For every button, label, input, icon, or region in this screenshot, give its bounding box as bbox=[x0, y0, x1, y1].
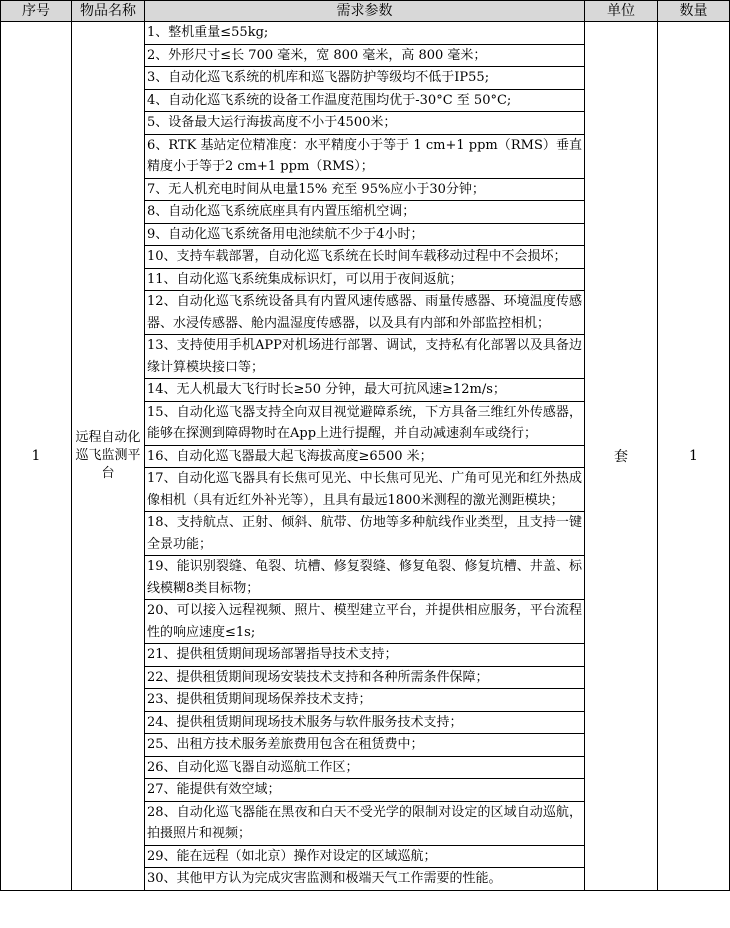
requirement-item: 15、自动化巡飞器支持全向双目视觉避障系统，下方具备三维红外传感器，能够在探测到障碍物时在App上进行提醒，并自动减速刹车或绕行； bbox=[145, 402, 584, 446]
requirement-item: 25、出租方技术服务差旅费用包含在租赁费中； bbox=[145, 734, 584, 757]
row-quantity: 1 bbox=[658, 22, 730, 891]
row-unit: 套 bbox=[585, 22, 658, 891]
requirement-item: 8、自动化巡飞系统底座具有内置压缩机空调； bbox=[145, 201, 584, 224]
requirement-item: 22、提供租赁期间现场安装技术支持和各种所需条件保障； bbox=[145, 667, 584, 690]
requirement-item: 1、整机重量≤55kg; bbox=[145, 22, 584, 45]
requirement-item: 16、自动化巡飞器最大起飞海拔高度≥6500 米； bbox=[145, 446, 584, 469]
requirement-item: 24、提供租赁期间现场技术服务与软件服务技术支持； bbox=[145, 712, 584, 735]
requirement-item: 11、自动化巡飞系统集成标识灯，可以用于夜间返航； bbox=[145, 269, 584, 292]
header-requirements: 需求参数 bbox=[145, 1, 585, 22]
requirement-item: 30、其他甲方认为完成灾害监测和极端天气工作需要的性能。 bbox=[147, 871, 502, 886]
requirement-item: 5、设备最大运行海拔高度不小于4500米； bbox=[145, 112, 584, 135]
requirement-item: 18、支持航点、正射、倾斜、航带、仿地等多种航线作业类型，且支持一键全景功能； bbox=[145, 512, 584, 556]
header-index: 序号 bbox=[1, 1, 72, 22]
requirement-item: 7、无人机充电时间从电量15% 充至 95%应小于30分钟； bbox=[145, 179, 584, 202]
requirement-item: 21、提供租赁期间现场部署指导技术支持； bbox=[145, 644, 584, 667]
requirement-item: 20、可以接入远程视频、照片、模型建立平台，并提供相应服务，平台流程性的响应速度≤1s; bbox=[145, 600, 584, 644]
requirement-item: 9、自动化巡飞系统备用电池续航不少于4小时； bbox=[145, 224, 584, 247]
requirement-item: 4、自动化巡飞系统的设备工作温度范围均优于-30°C 至 50°C; bbox=[145, 90, 584, 113]
header-unit: 单位 bbox=[585, 1, 658, 22]
requirement-item: 23、提供租赁期间现场保养技术支持； bbox=[145, 689, 584, 712]
requirement-item: 29、能在远程（如北京）操作对设定的区域巡航； bbox=[145, 846, 584, 869]
requirements-list bbox=[145, 22, 585, 891]
row-index: 1 bbox=[1, 22, 72, 891]
requirement-item: 10、支持车载部署，自动化巡飞系统在长时间车载移动过程中不会损坏； bbox=[145, 246, 584, 269]
requirement-item: 27、能提供有效空域； bbox=[145, 779, 584, 802]
requirement-item: 14、无人机最大飞行时长≥50 分钟，最大可抗风速≥12m/s； bbox=[145, 379, 584, 402]
requirement-item: 17、自动化巡飞器具有长焦可见光、中长焦可见光、广角可见光和红外热成像相机（具有近红外补光等），且具有最远1800米测程的激光测距模块； bbox=[145, 468, 584, 512]
requirement-item: 26、自动化巡飞器自动巡航工作区； bbox=[145, 757, 584, 780]
header-quantity: 数量 bbox=[658, 1, 730, 22]
requirement-item: 6、RTK 基站定位精准度：水平精度小于等于 1 cm+1 ppm（RMS）垂直精度小于等于2 cm+1 ppm（RMS）； bbox=[145, 135, 584, 179]
row-item-name: 远程自动化巡飞监测平台 bbox=[72, 22, 145, 891]
header-row bbox=[1, 1, 730, 22]
table-row bbox=[1, 22, 730, 891]
requirement-item: 2、外形尺寸≤长 700 毫米，宽 800 毫米，高 800 毫米； bbox=[145, 45, 584, 68]
requirement-item: 12、自动化巡飞系统设备具有内置风速传感器、雨量传感器、环境温度传感器、水浸传感器、舱内温湿度传感器，以及具有内部和外部监控相机； bbox=[145, 291, 584, 335]
requirement-item: 13、支持使用手机APP对机场进行部署、调试，支持私有化部署以及具备边缘计算模块接口等； bbox=[145, 335, 584, 379]
requirement-item: 28、自动化巡飞器能在黑夜和白天不受光学的限制对设定的区域自动巡航，拍摄照片和视频； bbox=[145, 802, 584, 846]
requirement-item: 19、能识别裂缝、龟裂、坑槽、修复裂缝、修复龟裂、修复坑槽、井盖、标线模糊8类目标物； bbox=[145, 556, 584, 600]
requirement-item: 3、自动化巡飞系统的机库和巡飞器防护等级均不低于IP55; bbox=[145, 67, 584, 90]
header-item-name: 物品名称 bbox=[72, 1, 145, 22]
